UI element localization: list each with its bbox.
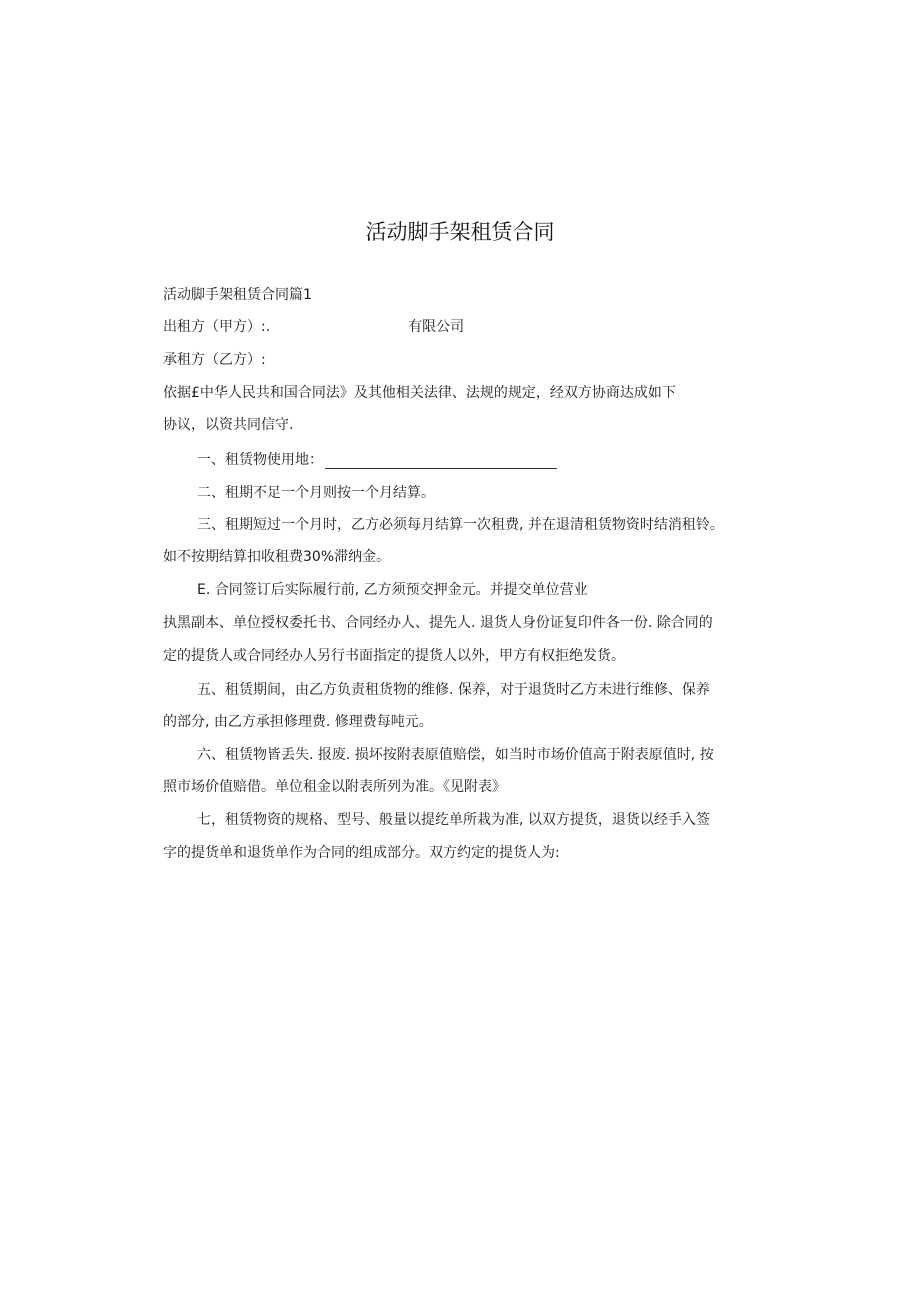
clause-6-line-2: 照市场价值赔借。单位租金以附表所列为准。《见附表》 xyxy=(163,779,506,795)
clause-3-line-1: 三、租期短过一个月时，乙方必须每月结算一次租费, 并在退清租赁物资时结消租铃。 xyxy=(197,517,724,533)
lessor-company-suffix: 有限公司 xyxy=(408,319,465,335)
document-title: 活动脚手架租赁合同 xyxy=(365,220,555,244)
section-heading: 活动脚手架租赁合同篇1 xyxy=(163,287,312,303)
clause-4-line-2: 执黑副本、单位授权委托书、合同经办人、提先人. 退货人身份证复印件各一份. 除合同的 xyxy=(163,615,713,631)
lessor-label: 出租方（甲方）:. xyxy=(163,319,271,335)
clause-1 xyxy=(197,449,557,469)
clause-6-line-1: 六、租赁物皆丢失. 报废. 损坏按附表原值赔偿，如当时市场价值高于附表原值时, 按 xyxy=(197,747,714,763)
clause-5-line-1: 五、租赁期间，由乙方负责租货物的维修. 保养，对于退货时乙方未进行维修、保养 xyxy=(197,682,710,698)
lessor-line xyxy=(163,316,464,336)
clause-2: 二、租期不足一个月则按一个月结算。 xyxy=(197,485,435,501)
preamble-line-1: 依据£中华人民共和国合同法》及其他相关法律、法规的规定，经双方协商达成如下 xyxy=(163,385,676,401)
clause-5-line-2: 的部分, 由乙方承担修理费. 修理费每吨元。 xyxy=(163,714,433,730)
usage-location-blank xyxy=(325,454,557,469)
clause-4-line-3: 定的提货人或合同经办人另行书面指定的提货人以外，甲方有权拒绝发货。 xyxy=(163,648,625,664)
clause-1-label: 一、租赁物使用地： xyxy=(197,452,323,468)
clause-7-line-1: 七，租赁物资的规格、型号、般量以提纥单所栽为准, 以双方提货，退货以经手入签 xyxy=(197,812,710,828)
clause-4-line-1: E. 合同签订后实际履行前, 乙方须预交押金元。并提交单位营业 xyxy=(197,582,588,598)
preamble-line-2: 协议，以资共同信守. xyxy=(163,417,294,433)
lessee-line: 承租方（乙方）: xyxy=(163,352,266,368)
clause-7-line-2: 字的提货单和退货单作为合同的组成部分。双方约定的提货人为: xyxy=(163,845,560,861)
clause-3-line-2: 如不按期结算扣收租费30%滞纳金。 xyxy=(163,549,391,565)
